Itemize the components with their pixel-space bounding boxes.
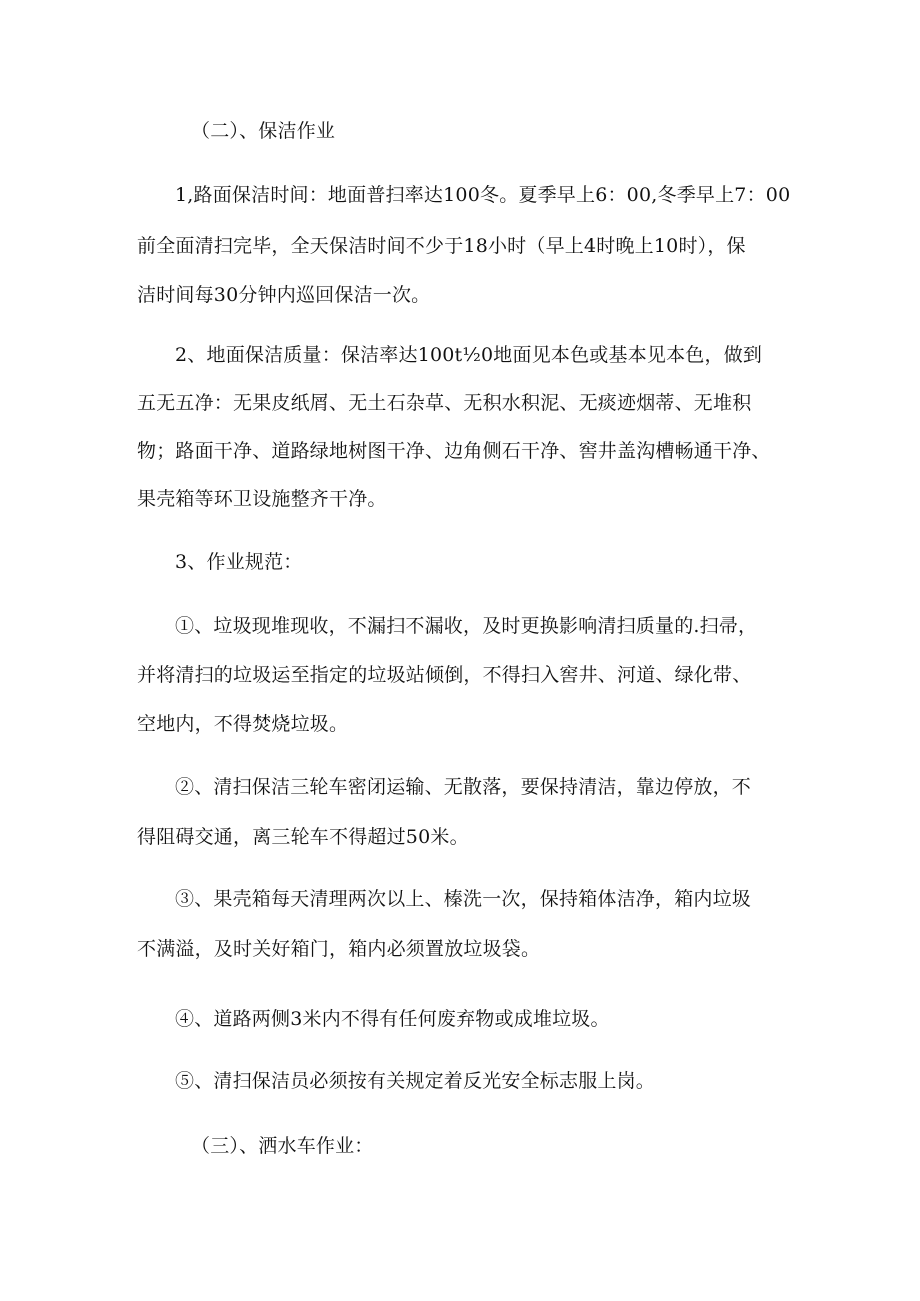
paragraph-line: 前全面清扫完毕，全天保洁时间不少于18小时（早上4时晚上10时），保 [137,235,746,257]
section-heading-sprinkler: （三）、洒水车作业： [191,1135,374,1157]
paragraph-line: 果壳箱等环卫设施整齐干净。 [137,488,387,510]
paragraph-line: 物；路面干净、道路绿地树图干净、边角侧石干净、窖井盖沟槽畅通干净、 [137,440,771,462]
paragraph-line: 洁时间每30分钟内巡回保洁一次。 [137,284,431,306]
rule-line: 得阻碍交通，离三轮车不得超过50米。 [137,826,469,848]
rule-line: ④、道路两侧3米内不得有任何废弃物或成堆垃圾。 [175,1008,610,1030]
paragraph-line: 五无五净：无果皮纸屑、无土石杂草、无积水积泥、无痰迹烟蒂、无堆积 [137,392,752,414]
rule-line: ③、果壳箱每天清理两次以上、榛洗一次，保持箱体洁净，箱内垃圾 [175,888,752,910]
rule-line: 并将清扫的垃圾运至指定的垃圾站倾倒，不得扫入窖井、河道、绿化带、 [137,664,752,686]
rule-line: 不满溢，及时关好箱门，箱内必须置放垃圾袋。 [137,938,541,960]
paragraph-line: 1,路面保洁时间：地面普扫率达100冬。夏季早上6：00,冬季早上7：00 [175,184,791,206]
rule-line: 空地内，不得焚烧垃圾。 [137,713,349,735]
subsection-heading-work-standards: 3、作业规范： [175,551,303,573]
section-heading-cleaning: （二）、保洁作业 [191,120,336,142]
rule-line: ⑤、清扫保洁员必须按有关规定着反光安全标志服上岗。 [175,1070,656,1092]
rule-line: ①、垃圾现堆现收，不漏扫不漏收，及时更换影响清扫质量的.扫帚， [175,615,758,637]
paragraph-line: 2、地面保洁质量：保洁率达100t½0地面见本色或基本见本色，做到 [175,344,763,366]
rule-line: ②、清扫保洁三轮车密闭运输、无散落，要保持清洁，靠边停放，不 [175,776,752,798]
